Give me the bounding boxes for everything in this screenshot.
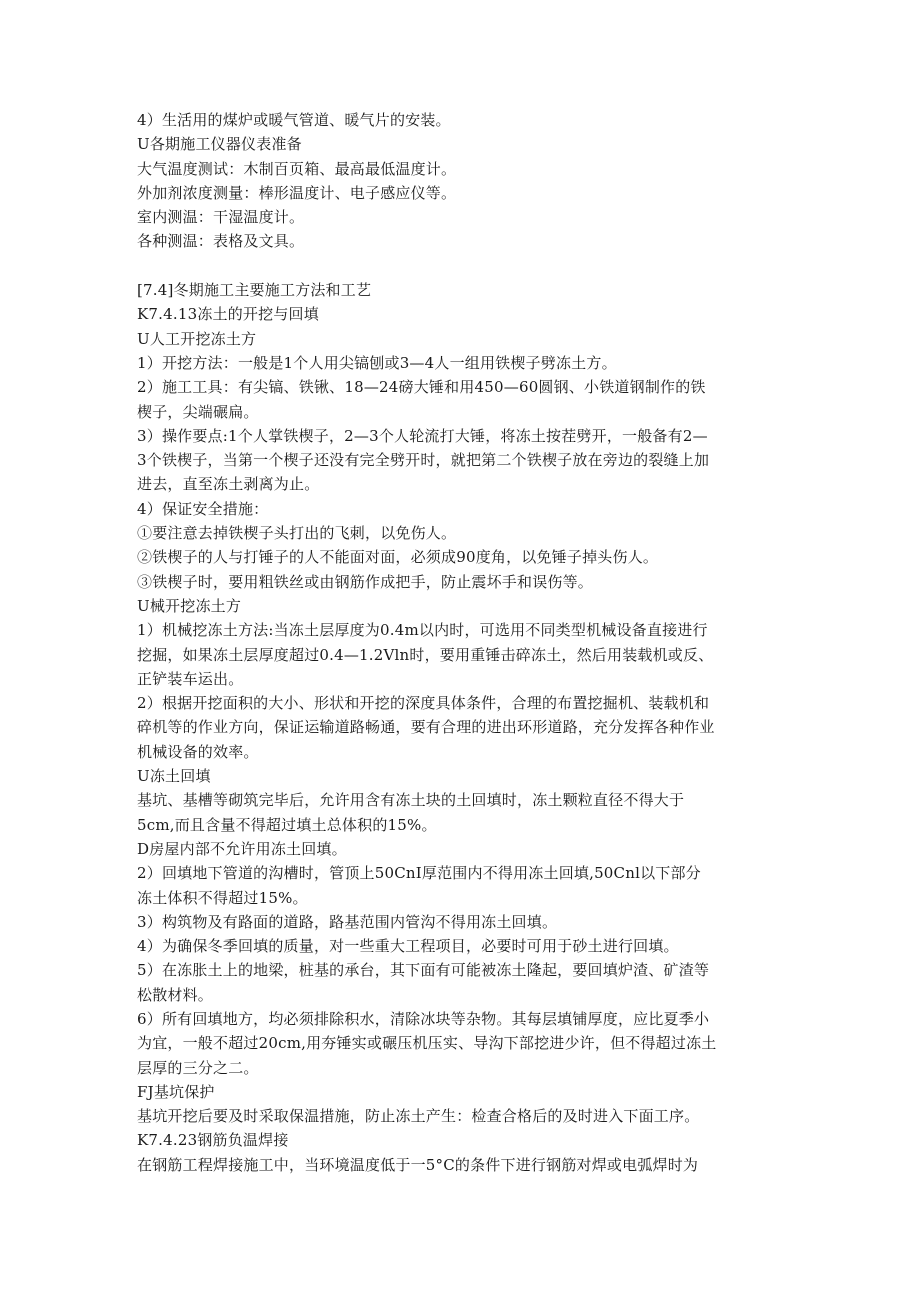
text-line: 冻土体积不得超过15%。 bbox=[137, 888, 308, 907]
text-line: 2）根据开挖面积的大小、形状和开挖的深度具体条件，合理的布置挖掘机、装载机和 bbox=[137, 694, 710, 713]
chapter-heading: [7.4]冬期施工主要施工方法和工艺 bbox=[137, 281, 372, 300]
text-line: ①要注意去掉铁楔子头打出的飞刺，以免伤人。 bbox=[137, 524, 457, 543]
text-line: 4）为确保冬季回填的质量，对一些重大工程项目，必要时可用于砂土进行回填。 bbox=[137, 937, 679, 956]
text-line: 3）构筑物及有路面的道路，路基范围内管沟不得用冻土回填。 bbox=[137, 912, 558, 931]
text-line: 1）开挖方法：一般是1个人用尖镐刨或3—4人一组用铁楔子劈冻土方。 bbox=[137, 353, 617, 372]
text-line: 3个铁楔子，当第一个楔子还没有完全劈开时，就把第二个铁楔子放在旁边的裂缝上加 bbox=[137, 451, 710, 470]
document-body bbox=[137, 108, 797, 1177]
subsection-heading: U冻土回填 bbox=[137, 767, 211, 786]
text-line: 5cm,而且含量不得超过填土总体积的15%。 bbox=[137, 815, 437, 834]
text-line: D房屋内部不允许用冻土回填。 bbox=[137, 839, 347, 858]
section-heading: K7.4.13冻土的开挖与回填 bbox=[137, 305, 319, 324]
text-line: 正铲装车运出。 bbox=[137, 669, 244, 688]
text-line: 各种测温：表格及文具。 bbox=[137, 232, 305, 251]
text-line: 挖掘，如果冻土层厚度超过0.4—1.2Vln时，要用重锤击碎冻土，然后用装载机或反、 bbox=[137, 645, 714, 664]
text-line: 2）回填地下管道的沟槽时，管顶上50CnI厚范围内不得用冻土回填,50Cnl以下部分 bbox=[137, 864, 701, 883]
text-line: 机械设备的效率。 bbox=[137, 742, 259, 761]
text-line: 5）在冻胀土上的地梁，桩基的承台，其下面有可能被冻土隆起，要回填炉渣、矿渣等 bbox=[137, 961, 710, 980]
text-line: 4）保证安全措施： bbox=[137, 499, 269, 518]
section-heading: U各期施工仪器仪表准备 bbox=[137, 135, 302, 154]
section-heading: K7.4.23钢筋负温焊接 bbox=[137, 1131, 289, 1150]
text-line: ③铁楔子时，要用粗铁丝或由钢筋作成把手，防止震坏手和误伤等。 bbox=[137, 572, 594, 591]
text-line: 楔子，尖端碾扁。 bbox=[137, 402, 259, 421]
text-line: 进去，直至冻土剥离为止。 bbox=[137, 475, 320, 494]
blank-line bbox=[137, 254, 797, 278]
text-line: 在钢筋工程焊接施工中，当环境温度低于一5°C的条件下进行钢筋对焊或电弧焊时为 bbox=[137, 1155, 699, 1174]
text-line: ②铁楔子的人与打锤子的人不能面对面，必须成90度角，以免锤子掉头伤人。 bbox=[137, 548, 659, 567]
text-line: 碎机等的作业方向，保证运输道路畅通，要有合理的进出环形道路，充分发挥各种作业 bbox=[137, 718, 715, 737]
text-line: 6）所有回填地方，均必须排除积水，清除冰块等杂物。其每层填铺厚度，应比夏季小 bbox=[137, 1009, 710, 1028]
text-line: 为宜，一般不超过20cm,用夯锤实或碾压机压实、导沟下部挖进少许，但不得超过冻土 bbox=[137, 1034, 717, 1053]
text-line: 基坑开挖后要及时采取保温措施，防止冻土产生：检查合格后的及时进入下面工序。 bbox=[137, 1107, 700, 1126]
subsection-heading: U械开挖冻土方 bbox=[137, 596, 242, 615]
text-line: 4）生活用的煤炉或暖气管道、暖气片的安装。 bbox=[137, 111, 451, 129]
text-line: 外加剂浓度测量：棒形温度计、电子感应仪等。 bbox=[137, 183, 457, 202]
text-line: 1）机械挖冻土方法:当冻土层厚度为0.4m以内时，可选用不同类型机械设备直接进行 bbox=[137, 621, 708, 640]
text-line: 2）施工工具：有尖镐、铁锹、18—24磅大锤和用450—60圆钢、小铁道钢制作的铁 bbox=[137, 378, 706, 397]
text-line: 松散材料。 bbox=[137, 985, 214, 1004]
subsection-heading: FJ基坑保护 bbox=[137, 1082, 215, 1101]
text-line: 基坑、基槽等砌筑完毕后，允许用含有冻土块的土回填时，冻土颗粒直径不得大于 bbox=[137, 791, 685, 810]
text-line: 3）操作要点:1个人掌铁楔子，2—3个人轮流打大锤，将冻土按茬劈开，一般备有2— bbox=[137, 426, 708, 445]
text-line: 室内测温：干湿温度计。 bbox=[137, 208, 305, 227]
subsection-heading: U人工开挖冻土方 bbox=[137, 329, 257, 348]
text-line: 层厚的三分之二。 bbox=[137, 1058, 259, 1077]
text-line: 大气温度测试：木制百页箱、最高最低温度计。 bbox=[137, 159, 457, 178]
